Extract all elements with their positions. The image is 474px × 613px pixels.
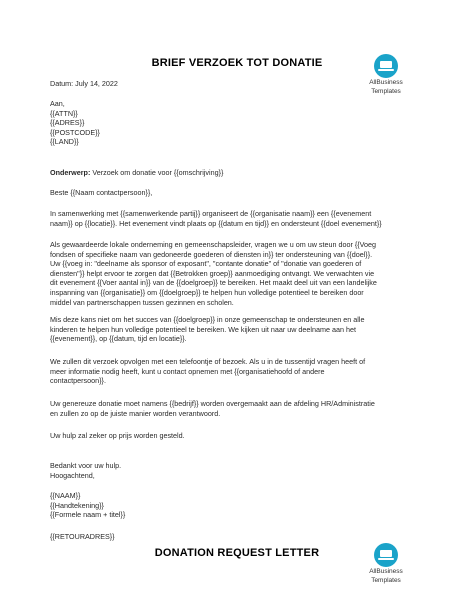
paragraph-followup (50, 357, 445, 386)
text-line: kinderen te helpen hun volledige potentieel te bereiken. We kijken uit naar uw deelname aan het (50, 324, 356, 334)
letter-date: Datum: July 14, 2022 (50, 79, 118, 88)
recipient-address (50, 99, 100, 147)
salutation: Beste {{Naam contactpersoon}}, (50, 188, 153, 197)
closing-line: Hoogachtend, (50, 470, 95, 480)
closing-line: Bedankt voor uw hulp. (50, 461, 122, 470)
text-line: We zullen dit verzoek opvolgen met een telefoontje of bezoek. Als u in de tussentijd vragen heeft of (50, 357, 366, 366)
letter-title: BRIEF VERZOEK TOT DONATIE (151, 57, 323, 69)
logo-text-line1: AllBusiness (369, 568, 403, 575)
paragraph-opportunity (50, 315, 445, 344)
text-line: diensten"}} helpt ervoor te zorgen dat {{Betrokken groep}} aanmoediging ontvangt. We verwachten vie (50, 268, 375, 278)
text-line: inspanning van {{organisatie}} om {{doelgroep}} te helpen hun volledige potentieel te bereiken door (50, 287, 364, 297)
text-line: Uw genereuze donatie moet namens {{bedrijf}} worden overgemaakt aan de afdeling HR/Administratie (50, 399, 375, 408)
text-line: Mis deze kans niet om het succes van {{doelgroep}} in onze gemeenschap te ondersteunen en alle (50, 315, 365, 324)
address-line: Aan, (50, 99, 65, 108)
allbusiness-logo-footer[interactable] (356, 543, 416, 584)
signature-line: {{Formele naam + titel}} (50, 510, 126, 520)
paragraph-intro (50, 209, 445, 228)
logo-text-line2: Templates (371, 87, 401, 95)
subject-line (50, 168, 223, 178)
text-line: contactpersoon}}. (50, 376, 106, 386)
paragraph-donation (50, 399, 445, 418)
text-line: middel van partnerschappen tussen gezinnen en scholen. (50, 297, 234, 307)
text-line: In samenwerking met {{samenwerkende partij}} organiseert de {{organisatie naam}} een {{evenement (50, 209, 372, 218)
text-line: en zullen zo op de juiste manier worden verantwoord. (50, 408, 221, 418)
laptop-icon (374, 54, 398, 78)
text-line: {{evenement}}, op {{datum, tijd en locatie}}. (50, 334, 187, 344)
subject-label: Onderwerp: (50, 168, 91, 177)
signature-block (50, 491, 125, 520)
address-line: {{LAND}} (50, 137, 79, 147)
text-line: fondsen of specifieke naam van gedoneerde goederen of diensten in}} ter ondersteuning van {{doel}}. (50, 249, 373, 259)
text-line: meer informatie nodig heeft, kunt u contact opnemen met {{organisatiehoofd of andere (50, 366, 325, 376)
text-line: Als gewaardeerde lokale onderneming en gemeenschapsleider, vragen we u om uw steun door {{Voeg (50, 240, 377, 249)
footer-title: DONATION REQUEST LETTER (154, 547, 320, 559)
text-line: dit evenement {{Voer aantal in}} van de {{doelgroep}} te bereiken. Het maakt deel uit van een landelijke (50, 278, 377, 288)
laptop-icon (374, 543, 398, 567)
return-address: {{RETOURADRES}} (50, 532, 115, 541)
logo-text-line1: AllBusiness (369, 79, 403, 86)
closing (50, 461, 121, 480)
subject-text: Verzoek om donatie voor {{omschrijving}} (90, 168, 224, 177)
text-line: Uw {{voeg in: "deelname als sponsor of exposant", "contante donatie" of "donatie van goederen of (50, 259, 362, 269)
paragraph-thanks (50, 431, 445, 441)
signature-line: {{NAAM}} (50, 491, 81, 500)
address-line: {{ADRES}} (50, 118, 85, 128)
address-line: {{POSTCODE}} (50, 127, 100, 137)
text-line: naam}} op {{locatie}}. Het evenement vindt plaats op {{datum en tijd}} en ondersteunt {{doel evenement}} (50, 218, 382, 228)
text-line: Uw hulp zal zeker op prijs worden gesteld. (50, 431, 185, 440)
logo-text-line2: Templates (371, 576, 401, 584)
allbusiness-logo[interactable] (356, 54, 416, 95)
paragraph-request (50, 240, 445, 307)
signature-line: {{Handtekening}} (50, 500, 104, 510)
address-line: {{ATTN}} (50, 108, 78, 118)
